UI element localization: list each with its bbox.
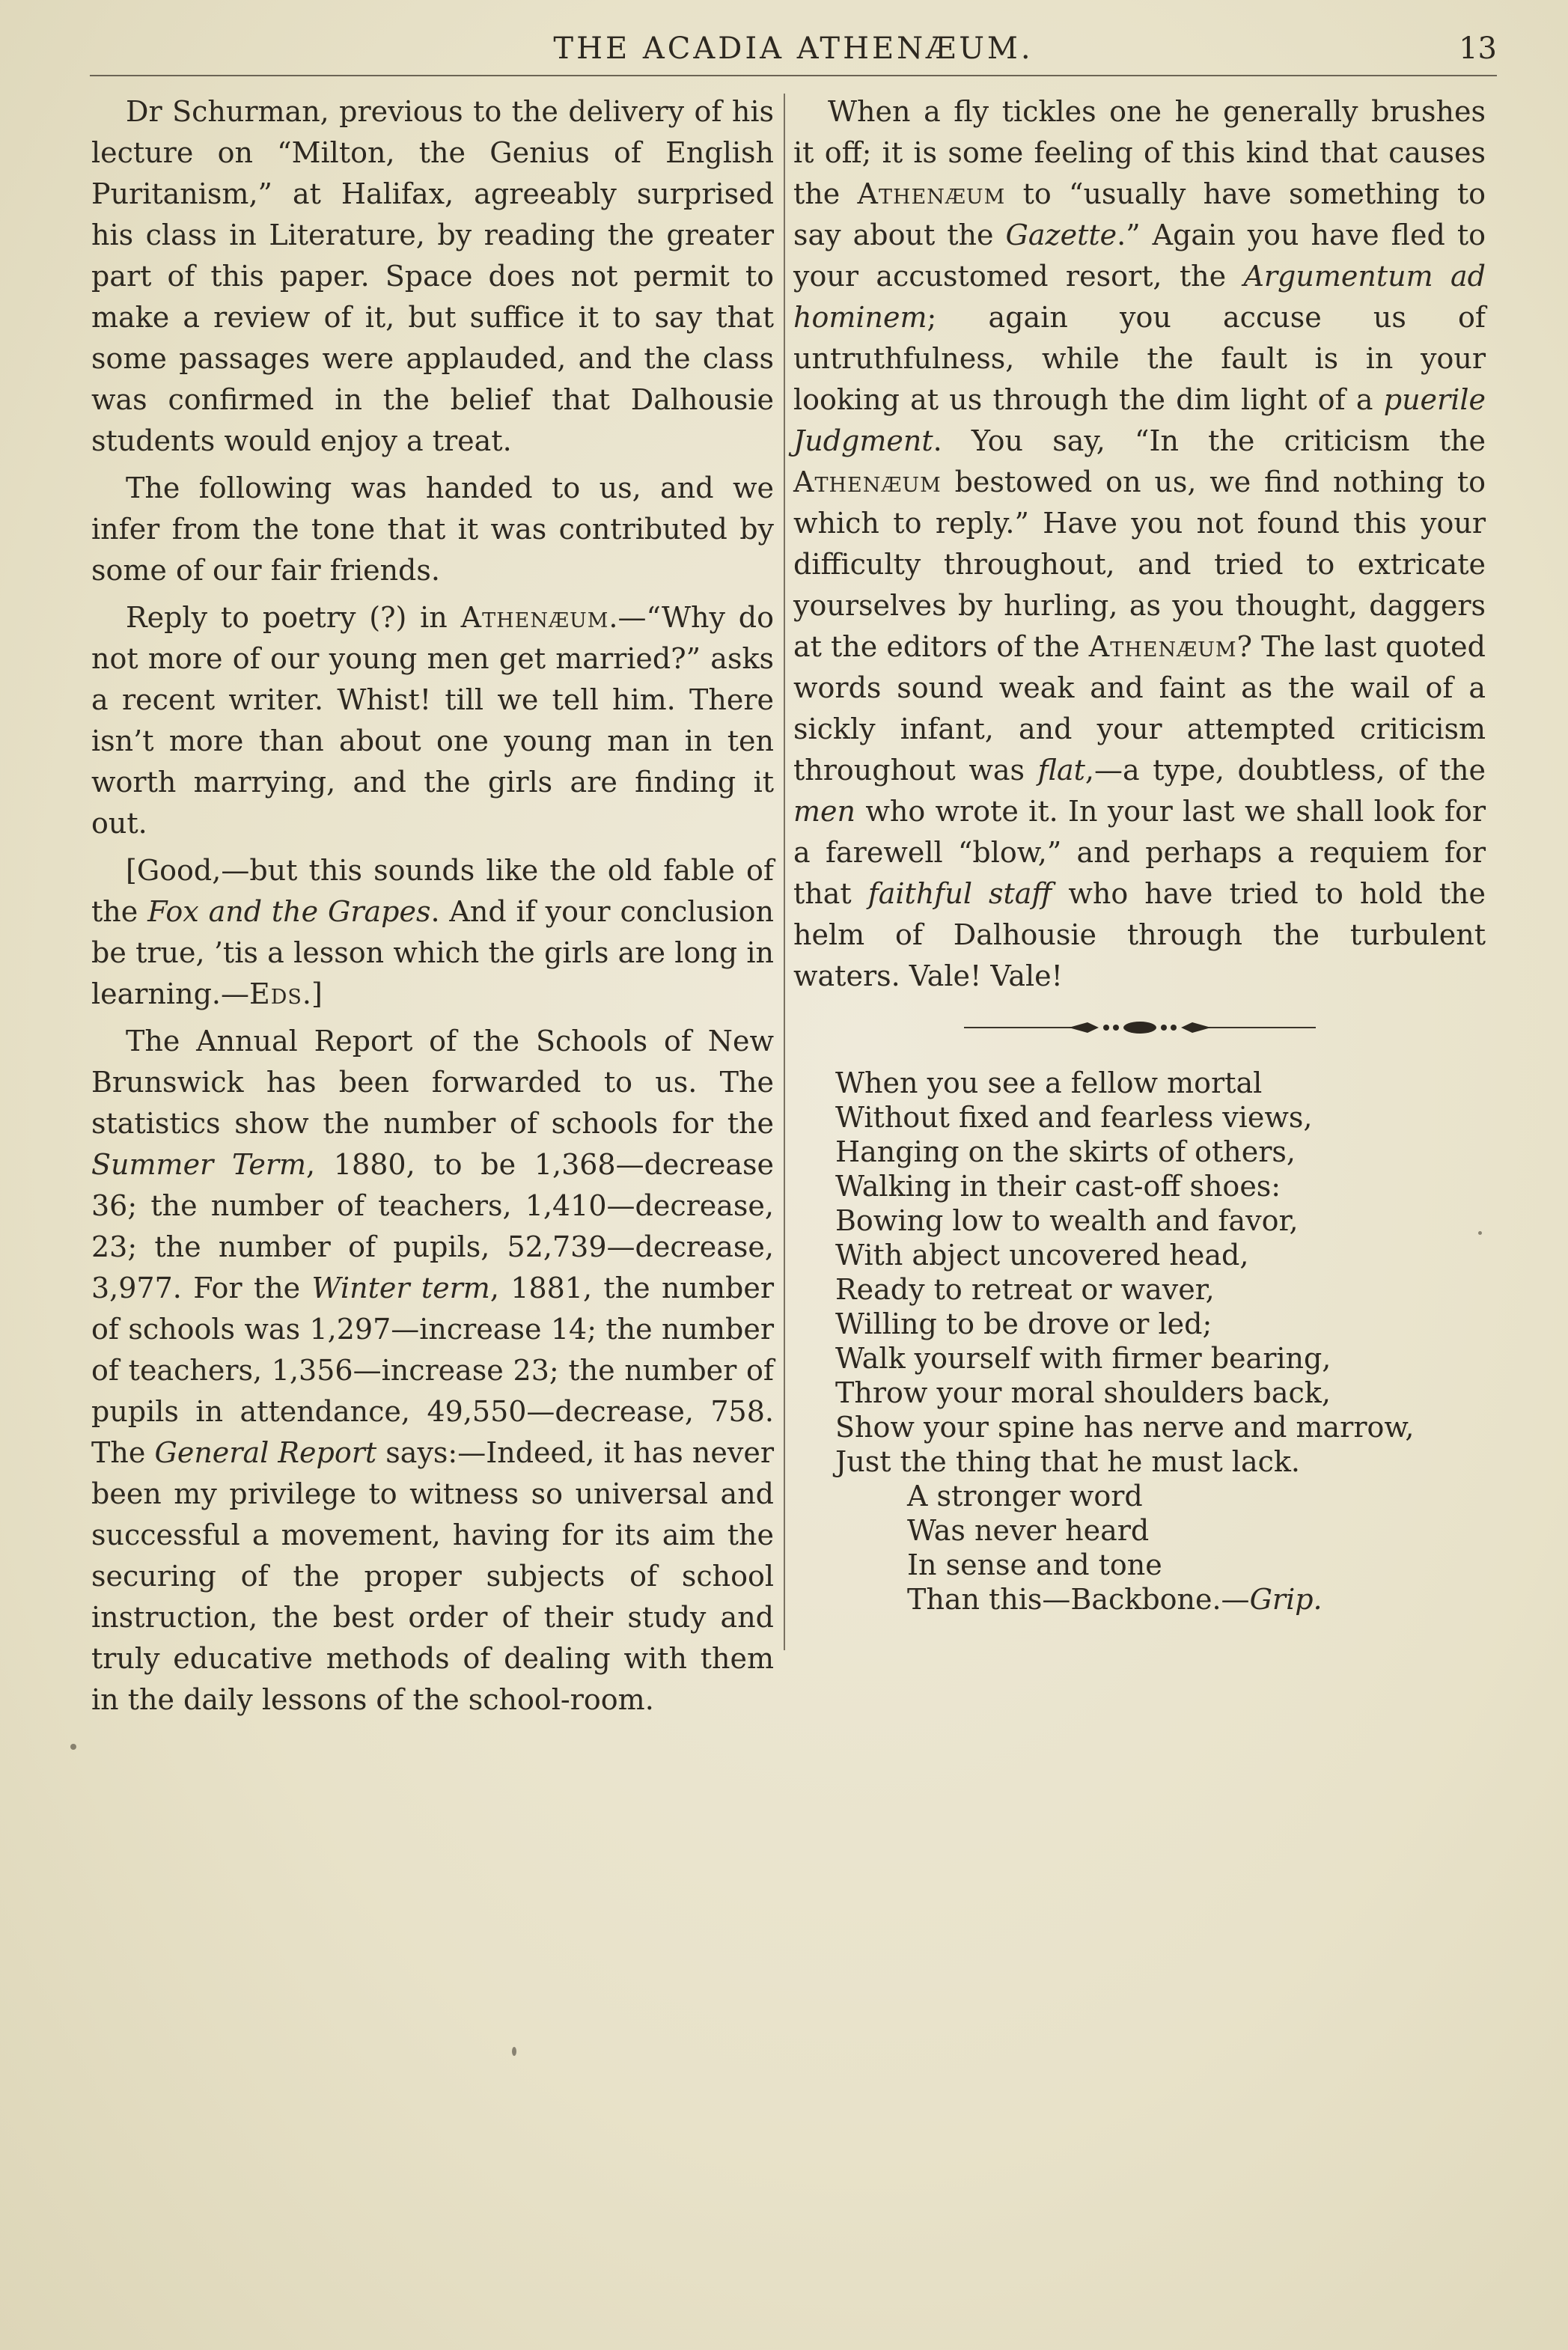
text: .—“Why do not more of our young men get married?” asks a recent writer. Whist! till we tell him. There isn’t more than about one young man in ten worth marrying, and the girls are finding it out. [91, 601, 774, 840]
text: to “usually have something to say about the [793, 177, 1486, 251]
ornament-divider-icon [964, 1016, 1316, 1039]
column-divider [784, 94, 785, 1650]
text: says:—Indeed, it has never been my privilege to witness so universal and successful a movement, having for its aim the securing of the proper subjects of school instruction, the best order of their study and truly educative methods of dealing with them in the daily lessons of the school-room. [91, 1436, 774, 1716]
gazette-reply-paragraph [793, 91, 1486, 997]
text: . And if your conclusion be true, ’tis a lesson which the girls are long in learning.— [91, 895, 775, 1010]
text: . You say, “In the criticism the [933, 424, 1486, 457]
text: who have tried to hold the helm of Dalhousie through the turbulent waters. Vale! Vale! [793, 877, 1486, 992]
text: Reply to poetry (?) in [126, 601, 461, 634]
header-rule [90, 75, 1497, 76]
editors-note-paragraph [91, 850, 774, 1015]
schurman-paragraph [91, 91, 774, 462]
page-number: 13 [1459, 31, 1497, 66]
right-column [793, 91, 1486, 1617]
poem-line: Walk yourself with firmer bearing, [835, 1342, 1331, 1375]
paper-speck [1478, 1231, 1482, 1235]
poem-line-indented: Was never heard [907, 1514, 1150, 1547]
general-report: General Report [154, 1436, 377, 1469]
gazette-name: Gazette [1005, 219, 1117, 251]
poem-source: Grip. [1249, 1583, 1323, 1616]
text: ; again you accuse us of untruthfulness, while the fault is in your looking at us through the dim light of a [793, 301, 1486, 416]
athenaeum-name: Athenæum [857, 177, 1006, 210]
running-title: THE ACADIA ATHENÆUM. [553, 31, 1034, 66]
puerile-judgment: puerile Judgment [793, 383, 1486, 457]
text: bestowed on us, we find nothing to which to reply.” Have you not found this your difficulty throughout, and tried to extricate yourselves by hurling, as you thought, daggers at the editors of the [793, 466, 1486, 663]
poem-line: Bowing low to wealth and favor, [835, 1204, 1299, 1237]
flat-word: flat [1037, 754, 1085, 787]
text: ? The last quoted words sound weak and faint as the wail of a sickly infant, and your attempted criticism throughout was [793, 630, 1486, 787]
text: [Good,—but this sounds like the old fable of the [91, 854, 774, 928]
poem-line: Without fixed and fearless views, [835, 1101, 1313, 1134]
poem-last-text: Than this—Backbone.— [907, 1583, 1250, 1616]
reply-paragraph [91, 597, 774, 844]
text: .] [302, 977, 323, 1010]
faithful-staff: faithful staff [867, 877, 1052, 910]
poem-line-indented: A stronger word [907, 1480, 1143, 1513]
poem-line: When you see a fellow mortal [835, 1066, 1263, 1099]
argumentum-phrase: Argumentum ad hominem [793, 260, 1486, 334]
text: Dr Schurman, previous to the delivery of his lecture on “Milton, the Genius of English Puritanism,” at Halifax, agreeably surprised his class in Literature, by reading the greater part of this paper. Space does not permit to make a review of it, but suffice it to say that some passages were applauded, and the class was confirmed in the belief that Dalhousie students would enjoy a treat. [91, 95, 774, 457]
winter-term: Winter term [311, 1272, 490, 1304]
text: .” Again you have fled to your accustomed resort, the [793, 219, 1486, 293]
poem-line: Just the thing that he must lack. [835, 1445, 1300, 1478]
text: , 1880, to be 1,368—decrease 36; the number of teachers, 1,410—decrease, 23; the number of pupils, 52,739—decrease, 3,977. For the [91, 1148, 774, 1304]
fable-title: Fox and the Grapes [147, 895, 431, 928]
poem-last-line [793, 1582, 1486, 1617]
athenaeum-name: Athenæum [460, 601, 609, 634]
paper-speck [70, 1744, 76, 1750]
text: , 1881, the number of schools was 1,297—increase 14; the number of teachers, 1,356—increase 23; the number of pupils in attendance, 49,550—decrease, 758. The [91, 1272, 774, 1469]
poem-line: Show your spine has nerve and marrow, [835, 1411, 1415, 1444]
text: ,—a type, doubtless, of the [1085, 754, 1486, 787]
poem-line: Hanging on the skirts of others, [835, 1135, 1296, 1168]
poem-line: With abject uncovered head, [835, 1239, 1249, 1272]
running-head [90, 31, 1497, 76]
poem-line: Walking in their cast-off shoes: [835, 1170, 1281, 1203]
paper-speck [512, 2047, 516, 2056]
left-column [91, 91, 774, 1727]
text: The Annual Report of the Schools of New Brunswick has been forwarded to us. The statistics show the number of schools for the [91, 1025, 774, 1140]
backbone-poem [793, 1066, 1486, 1617]
poem-line-indented: In sense and tone [907, 1548, 1162, 1581]
poem-line: Willing to be drove or led; [835, 1307, 1212, 1340]
athenaeum-name: Athenæum [793, 466, 942, 498]
text: who wrote it. In your last we shall look for a farewell “blow,” and perhaps a requiem for that [793, 795, 1486, 910]
text: When a fly tickles one he generally brushes it off; it is some feeling of this kind that causes the [793, 95, 1486, 210]
men-word: men [793, 795, 855, 828]
handed-paragraph [91, 468, 774, 591]
summer-term: Summer Term [91, 1148, 307, 1181]
eds-signature: Eds [248, 977, 302, 1010]
text: The following was handed to us, and we infer from the tone that it was contributed by some of our fair friends. [91, 471, 774, 587]
annual-report-paragraph [91, 1021, 774, 1721]
athenaeum-name: Athenæum [1088, 630, 1237, 663]
poem-line: Ready to retreat or waver, [835, 1273, 1215, 1306]
poem-line: Throw your moral shoulders back, [835, 1376, 1331, 1409]
